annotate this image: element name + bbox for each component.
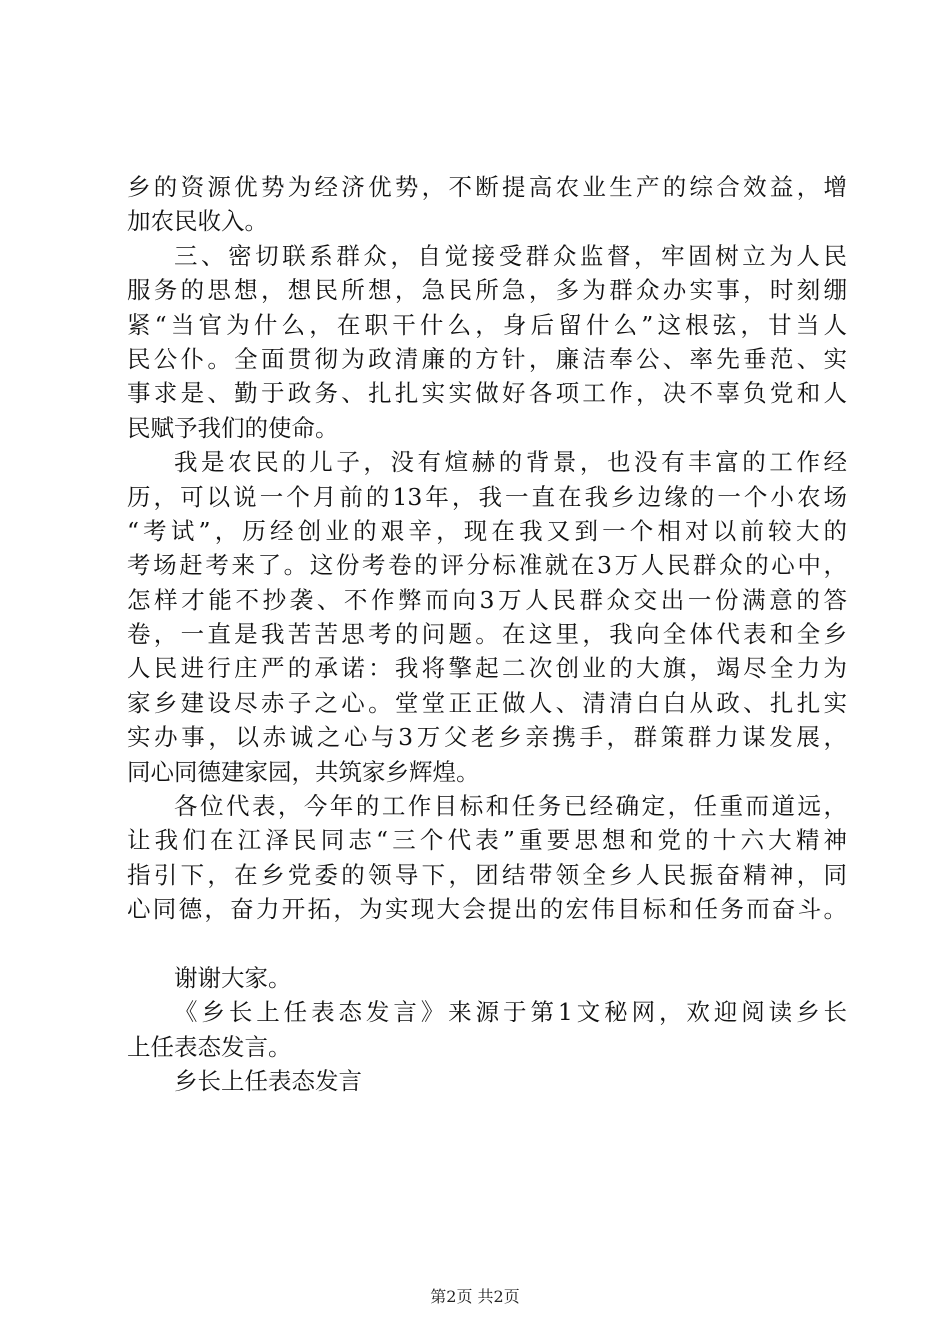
text-line: 民公仆。全面贯彻为政清廉的方针，廉洁奉公、率先垂范、实 xyxy=(127,344,847,373)
text-line: 家乡建设尽赤子之心。堂堂正正做人、清清白白从政、扎扎实 xyxy=(127,688,847,717)
closing-line: 谢谢大家。 xyxy=(174,963,292,992)
document-title-line: 乡长上任表态发言 xyxy=(174,1067,362,1096)
page-footer: 第2页 共2页 xyxy=(430,1287,520,1306)
text-line: 民赋予我们的使命。 xyxy=(127,413,339,442)
text-line: 同心同德建家园，共筑家乡辉煌。 xyxy=(127,757,480,786)
text-line: 让我们在江泽民同志“三个代表”重要思想和党的十六大精神 xyxy=(127,826,847,855)
paragraph-spacer xyxy=(127,927,847,961)
text-line: 指引下，在乡党委的领导下，团结带领全乡人民振奋精神，同 xyxy=(127,860,847,889)
text-line: 历，可以说一个月前的13年，我一直在我乡边缘的一个小农场 xyxy=(127,482,847,511)
text-line: 加农民收入。 xyxy=(127,207,268,236)
text-line: 事求是、勤于政务、扎扎实实做好各项工作，决不辜负党和人 xyxy=(127,379,847,408)
text-line: 心同德，奋力开拓，为实现大会提出的宏伟目标和任务而奋斗。 xyxy=(127,895,847,924)
text-line: 服务的思想，想民所想，急民所急，多为群众办实事，时刻绷 xyxy=(127,276,847,305)
text-line: 怎样才能不抄袭、不作弊而向3万人民群众交出一份满意的答 xyxy=(127,585,847,614)
text-line: 我是农民的儿子，没有煊赫的背景，也没有丰富的工作经 xyxy=(174,448,847,477)
text-line: 三、密切联系群众，自觉接受群众监督，牢固树立为人民 xyxy=(174,241,847,270)
source-note-line: 上任表态发言。 xyxy=(127,1032,292,1061)
text-line: 考场赶考来了。这份考卷的评分标准就在3万人民群众的心中， xyxy=(127,551,847,580)
text-line: 各位代表，今年的工作目标和任务已经确定，任重而道远， xyxy=(174,792,847,821)
text-line: 人民进行庄严的承诺：我将擎起二次创业的大旗，竭尽全力为 xyxy=(127,654,847,683)
text-line: 乡的资源优势为经济优势，不断提高农业生产的综合效益，增 xyxy=(127,173,847,201)
source-note-line: 《乡长上任表态发言》来源于第1文秘网，欢迎阅读乡长 xyxy=(174,998,847,1027)
document-body xyxy=(127,170,847,1099)
text-line: “考试”，历经创业的艰辛，现在我又到一个相对以前较大的 xyxy=(127,516,847,545)
text-line: 卷，一直是我苦苦思考的问题。在这里，我向全体代表和全乡 xyxy=(127,620,847,649)
text-line: 紧“当官为什么，在职干什么，身后留什么”这根弦，甘当人 xyxy=(127,310,847,339)
text-line: 实办事，以赤诚之心与3万父老乡亲携手，群策群力谋发展， xyxy=(127,723,847,752)
